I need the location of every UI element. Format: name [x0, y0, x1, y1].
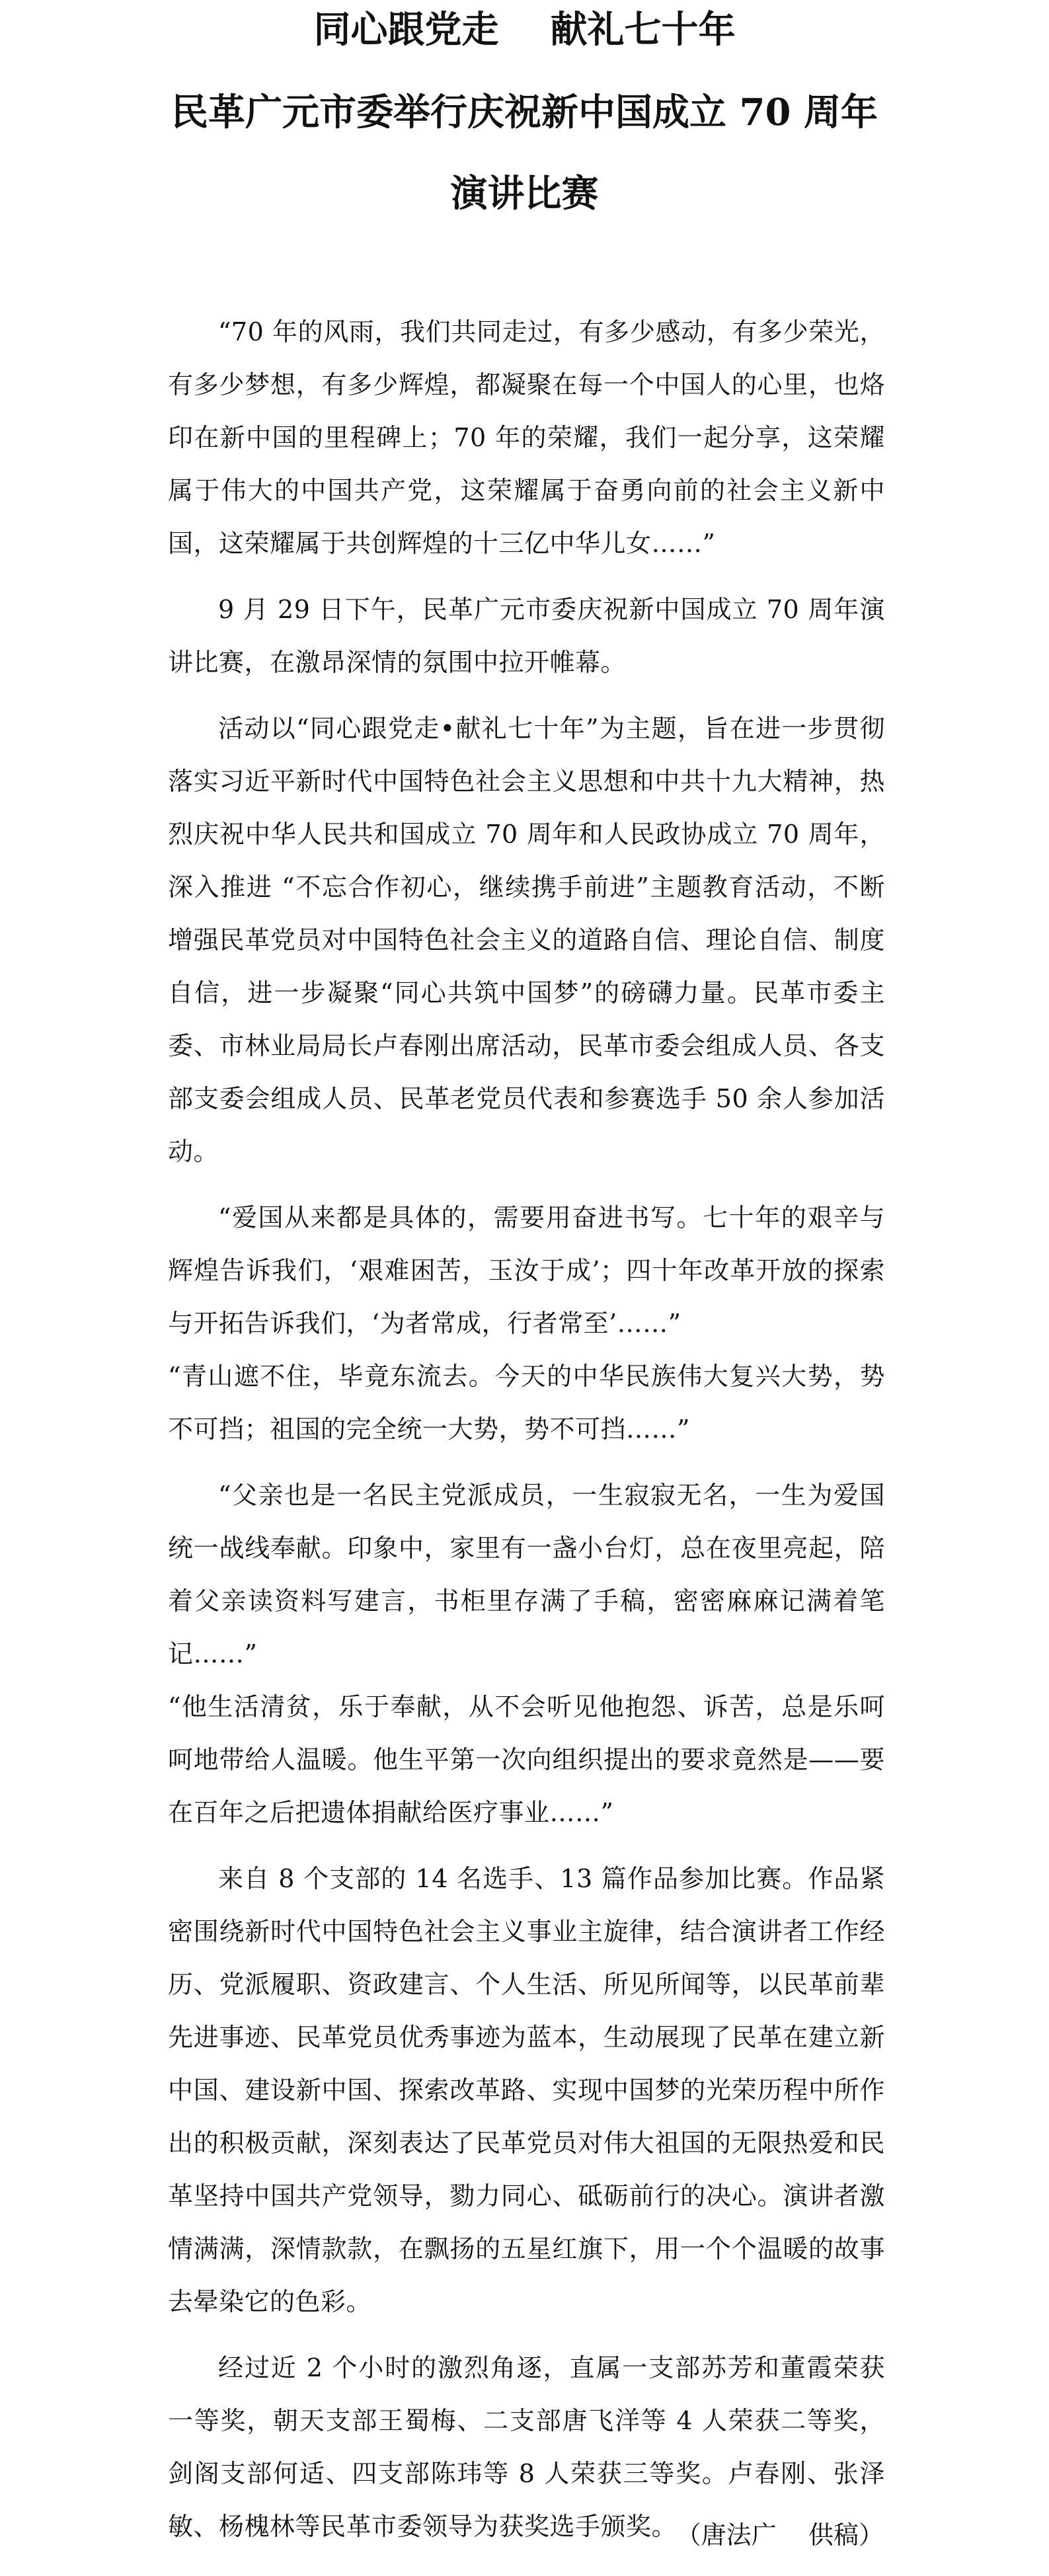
paragraph-quote-mountains: “青山遮不住，毕竟东流去。今天的中华民族伟大复兴大势，势不可挡；祖国的完全统一大势，势不可挡……” [168, 1362, 885, 1444]
article-body [168, 305, 885, 2553]
paragraph-quote-patriotism: “爱国从来都是具体的，需要用奋进书写。七十年的艰辛与辉煌告诉我们，‘艰难困苦，玉汝于成’；四十年改革开放的探索与开拓告诉我们，‘为者常成，行者常至’……” [168, 1203, 885, 1338]
article-credit: （唐法广 供稿） [676, 2520, 884, 2550]
paragraph-quote-donation: “他生活清贫，乐于奉献，从不会听见他抱怨、诉苦，总是乐呵呵地带给人温暖。他生平第一次向组织提出的要求竟然是——要在百年之后把遗体捐献给医疗事业……” [168, 1692, 885, 1827]
paragraph-opening-quote: “70 年的风雨，我们共同走过，有多少感动，有多少荣光，有多少梦想，有多少辉煌，都凝聚在每一个中国人的心里，也烙印在新中国的里程碑上；70 年的荣耀，我们一起分享，这荣耀属于伟大的中国共产党，这荣耀属于奋勇向前的社会主义新中国，这荣耀属于共创辉煌的十三亿中华儿女……” [168, 317, 885, 558]
article-title-line-2: 民革广元市委举行庆祝新中国成立 70 周年 [171, 91, 878, 134]
paragraph-quote-father: “父亲也是一名民主党派成员，一生寂寂无名，一生为爱国统一战线奉献。印象中，家里有一盏小台灯，总在夜里亮起，陪着父亲读资料写建言，书柜里存满了手稿，密密麻麻记满着笔记……” [168, 1481, 885, 1668]
paragraph-event-date: 9 月 29 日下午，民革广元市委庆祝新中国成立 70 周年演讲比赛，在激昂深情的氛围中拉开帷幕。 [168, 595, 885, 677]
article-title-line-1: 同心跟党走 献礼七十年 [313, 8, 736, 52]
article-title-line-3: 演讲比赛 [450, 172, 599, 215]
paragraph-awards: 经过近 2 个小时的激烈角逐，直属一支部苏芳和董霞荣获一等奖，朝天支部王蜀梅、二支部唐飞洋等 4 人荣获二等奖，剑阁支部何适、四支部陈玮等 8 人荣获三等奖。卢春刚、张泽敏、杨槐林等民革市委领导为获奖选手颁奖。 [168, 2353, 885, 2541]
paragraph-event-theme: 活动以“同心跟党走•献礼七十年”为主题，旨在进一步贯彻落实习近平新时代中国特色社会主义思想和中共十九大精神，热烈庆祝中华人民共和国成立 70 周年和人民政协成立 70 周年，深入推进 “不忘合作初心，继续携手前进”主题教育活动，不断增强民革党员对中国特色社会主义的道路自信、理论自信、制度自信，进一步凝聚“同心共筑中国梦”的磅礴力量。民革市委主委、市林业局局长卢春刚出席活动，民革市委会组成人员、各支部支委会组成人员、民革老党员代表和参赛选手 50 余人参加活动。 [168, 714, 885, 1166]
paragraph-contestants: 来自 8 个支部的 14 名选手、13 篇作品参加比赛。作品紧密围绕新时代中国特色社会主义事业主旋律，结合演讲者工作经历、党派履职、资政建言、个人生活、所见所闻等，以民革前辈先进事迹、民革党员优秀事迹为蓝本，生动展现了民革在建立新中国、建设新中国、探索改革路、实现中国梦的光荣历程中所作出的积极贡献，深刻表达了民革党员对伟大祖国的无限热爱和民革坚持中国共产党领导，勠力同心、砥砺前行的决心。演讲者激情满满，深情款款，在飘扬的五星红旗下，用一个个温暖的故事去晕染它的色彩。 [168, 1864, 885, 2316]
